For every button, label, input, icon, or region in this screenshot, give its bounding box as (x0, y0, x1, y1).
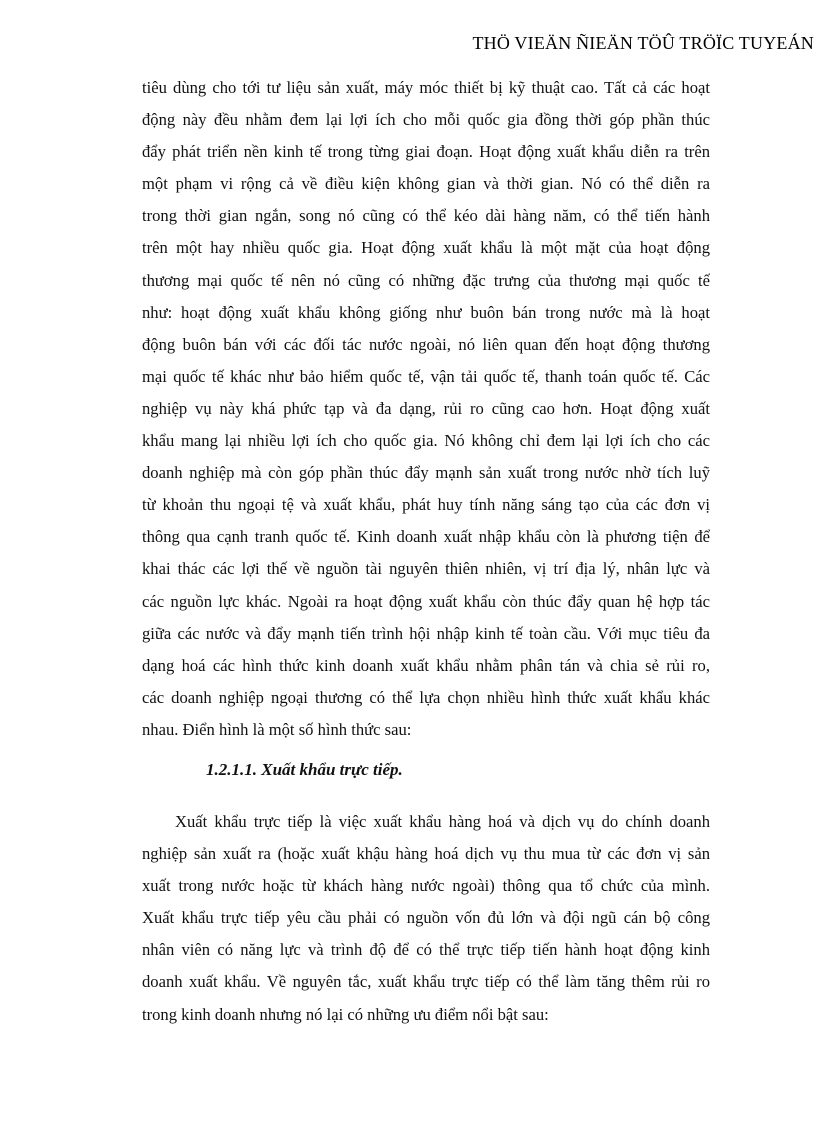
text-line: đẩy phát triển nền kinh tế trong từng giai đoạn. Hoạt động xuất khẩu diễn ra trên (142, 142, 710, 162)
text-line: mại quốc tế khác như bảo hiểm quốc tế, vận tải quốc tế, thanh toán quốc tế. Các (142, 366, 710, 386)
text-line: nhau. Điển hình là một số hình thức sau: (142, 719, 412, 739)
text-line: xuất trong nước hoặc từ khách hàng nước ngoài) thông qua tổ chức của mình. (142, 876, 710, 896)
text-line: khẩu mang lại nhiều lợi ích cho quốc gia. Nó không chỉ đem lại lợi ích cho các (142, 431, 710, 451)
text-line: các nguồn lực khác. Ngoài ra hoạt động xuất khẩu còn thúc đẩy quan hệ hợp tác (142, 591, 710, 611)
text-line: doanh nghiệp mà còn góp phần thúc đẩy mạnh sản xuất trong nước nhờ tích luỹ (142, 463, 710, 483)
text-line: Xuất khẩu trực tiếp là việc xuất khẩu hàng hoá và dịch vụ do chính doanh (175, 811, 710, 831)
text-line: từ khoản thu ngoại tệ và xuất khẩu, phát huy tính năng sáng tạo của các đơn vị (142, 495, 710, 515)
section-heading: 1.2.1.1. Xuất khẩu trực tiếp. (206, 759, 403, 779)
text-line: thông qua cạnh tranh quốc tế. Kinh doanh xuất nhập khẩu còn là phương tiện để (142, 527, 710, 547)
text-line: doanh xuất khẩu. Về nguyên tắc, xuất khẩu trực tiếp có thể làm tăng thêm rủi ro (142, 972, 710, 992)
paragraph-1 (142, 72, 710, 746)
text-line: các doanh nghiệp ngoại thương có thể lựa chọn nhiều hình thức xuất khẩu khác (142, 687, 710, 707)
document-body (142, 72, 710, 1031)
text-line: giữa các nước và đẩy mạnh tiến trình hội nhập kinh tế toàn cầu. Với mục tiêu đa (142, 623, 710, 643)
text-line: Xuất khẩu trực tiếp yêu cầu phải có nguồn vốn đủ lớn và đội ngũ cán bộ công (142, 908, 710, 928)
text-line: thương mại quốc tế nên nó cũng có những đặc trưng của thương mại quốc tế (142, 270, 710, 290)
text-line: nghiệp vụ này khá phức tạp và đa dạng, rủi ro cũng cao hơn. Hoạt động xuất (142, 398, 710, 418)
text-line: như: hoạt động xuất khẩu không giống như buôn bán trong nước mà là hoạt (142, 302, 710, 322)
text-line: khai thác các lợi thế về nguồn tài nguyên thiên nhiên, vị trí địa lý, nhân lực và (142, 559, 710, 579)
text-line: động này đều nhằm đem lại lợi ích cho mỗi quốc gia đồng thời góp phần thúc (142, 110, 710, 130)
text-line: dạng hoá các hình thức kinh doanh xuất khẩu nhằm phân tán và chia sẻ rủi ro, (142, 655, 710, 675)
text-line: nghiệp sản xuất ra (hoặc xuất khậu hàng hoá dịch vụ thu mua từ các đơn vị sản (142, 844, 710, 864)
text-line: trong thời gian ngắn, song nó cũng có thể kéo dài hàng năm, có thể tiến hành (142, 206, 710, 226)
text-line: nhân viên có năng lực và trình độ để có thể trực tiếp tiến hành hoạt động kinh (142, 940, 710, 960)
text-line: tiêu dùng cho tới tư liệu sản xuất, máy móc thiết bị kỹ thuật cao. Tất cả các hoạt (142, 78, 710, 97)
text-line: động buôn bán với các đối tác nước ngoài, nó liên quan đến hoạt động thương (142, 334, 710, 354)
text-line: trên một hay nhiều quốc gia. Hoạt động xuất khẩu là một mặt của hoạt động (142, 238, 710, 258)
text-line: một phạm vi rộng cả về điều kiện không gian và thời gian. Nó có thể diễn ra (142, 174, 710, 194)
page-header-title: THÖ VIEÄN ÑIEÄN TÖÛ TRÖÏC TUYEÁN (472, 33, 814, 53)
paragraph-2 (142, 806, 710, 1031)
text-line: trong kinh doanh nhưng nó lại có những ưu điểm nổi bật sau: (142, 1004, 549, 1024)
